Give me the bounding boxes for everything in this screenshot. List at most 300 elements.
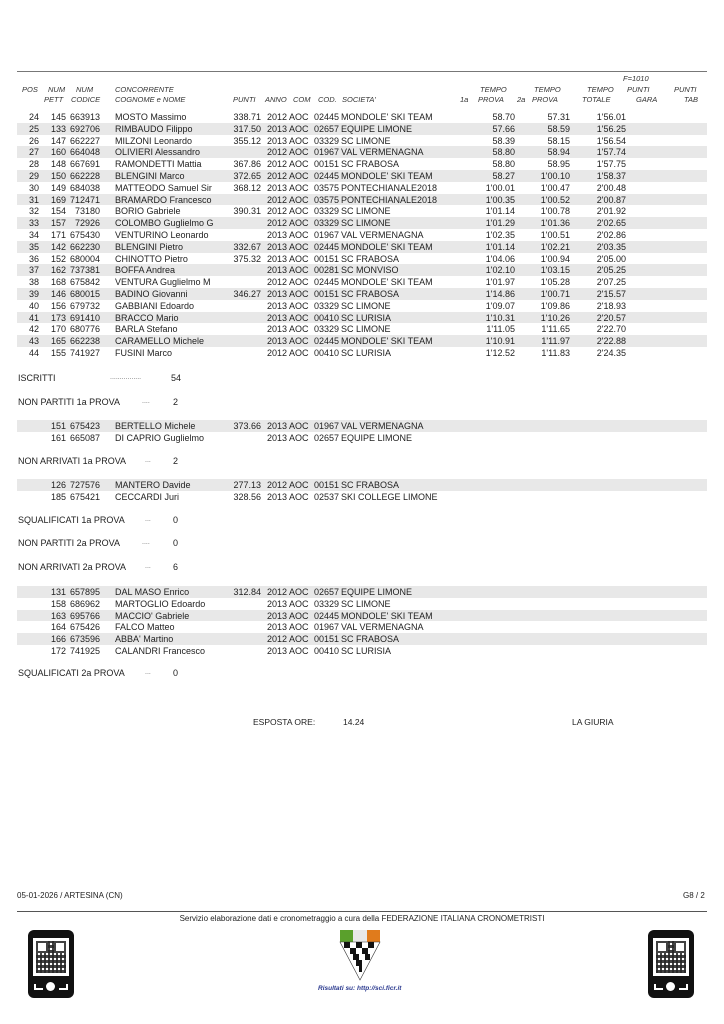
bib: 155 — [50, 348, 66, 358]
code: 662238 — [69, 336, 100, 347]
result-row — [17, 264, 707, 276]
committee: AOC — [289, 610, 309, 621]
hdr-pos: POS — [22, 85, 38, 94]
code: 680004 — [69, 253, 100, 264]
summary-row — [17, 491, 707, 503]
committee: AOC — [289, 171, 309, 181]
hdr-com: COM — [293, 95, 311, 104]
club-code: 01967 — [314, 421, 340, 431]
results-link[interactable]: Risultati su: http://sci.ficr.it — [318, 985, 402, 992]
year: 2012 — [267, 277, 288, 288]
points: 328.56 — [233, 491, 261, 502]
year: 2012 — [267, 159, 288, 170]
club-name: SC FRABOSA — [341, 159, 400, 170]
club-code: 00410 — [314, 646, 340, 656]
summary-dots: ................ — [110, 374, 142, 381]
summary-count: 0 — [173, 515, 179, 525]
total-time: 2'24.35 — [596, 348, 626, 358]
year: 2012 — [267, 348, 288, 358]
run2-time: 1'00.78 — [540, 206, 570, 217]
competitor-name: CECCARDI Juri — [115, 491, 180, 502]
year: 2013 — [267, 598, 288, 609]
result-row — [17, 300, 707, 312]
committee: AOC — [289, 587, 309, 597]
code: 675430 — [69, 230, 100, 240]
year: 2013 — [267, 421, 288, 431]
year: 2013 — [267, 265, 288, 276]
qr-phone-left-icon[interactable] — [28, 930, 74, 998]
pos: 38 — [28, 277, 39, 288]
competitor-name: MOSTO Massimo — [115, 112, 187, 122]
committee: AOC — [289, 206, 309, 217]
run2-time: 1'00.71 — [540, 289, 570, 299]
run1-time: 1'10.91 — [485, 336, 515, 347]
club-code: 00151 — [314, 480, 340, 490]
club-name: MONDOLE' SKI TEAM — [341, 277, 433, 288]
club-code: 03329 — [314, 135, 340, 146]
competitor-name: OLIVIERI Alessandro — [115, 147, 201, 158]
code: 662230 — [69, 241, 100, 252]
summary-count: 6 — [173, 562, 179, 572]
hdr-gara: GARA — [636, 95, 658, 104]
code: 72926 — [74, 218, 100, 229]
result-row — [17, 335, 707, 347]
club-code: 03329 — [314, 206, 340, 217]
year: 2013 — [267, 135, 288, 146]
hdr-run2-prefix: 2a — [517, 95, 526, 104]
club-name: SC LIMONE — [341, 598, 391, 609]
run2-time: 1'11.65 — [541, 324, 570, 335]
service-credit: Servizio elaborazione dati e cronometraggio a cura della FEDERAZIONE ITALIANA CRONOMETRISTI — [179, 914, 545, 923]
club-code: 02445 — [314, 610, 340, 621]
run2-time: 1'03.15 — [540, 265, 570, 276]
points: 312.84 — [233, 587, 261, 597]
summary-count: 54 — [171, 373, 182, 383]
club-code: 02657 — [314, 432, 340, 443]
year: 2013 — [267, 336, 288, 347]
committee: AOC — [289, 480, 309, 490]
run1-time: 58.80 — [492, 159, 515, 170]
result-row — [17, 323, 707, 335]
competitor-name: MANTERO Davide — [115, 480, 191, 490]
summary-count: 2 — [173, 397, 179, 407]
bib: 158 — [50, 598, 66, 609]
club-name: SC LURISIA — [341, 646, 392, 656]
run1-time: 58.70 — [492, 112, 515, 122]
code: 684038 — [69, 182, 100, 193]
committee: AOC — [289, 622, 309, 633]
club-name: VAL VERMENAGNA — [341, 230, 424, 240]
club-code: 00281 — [314, 265, 340, 276]
club-name: EQUIPE LIMONE — [341, 123, 413, 134]
club-code: 01967 — [314, 622, 340, 633]
year: 2013 — [267, 300, 288, 311]
esposta-time: 14.24 — [343, 717, 365, 727]
year: 2013 — [267, 241, 288, 252]
club-name: VAL VERMENAGNA — [341, 622, 424, 633]
committee: AOC — [289, 265, 309, 276]
hdr-totale: TOTALE — [582, 95, 611, 104]
club-name: MONDOLE' SKI TEAM — [341, 241, 433, 252]
code: 662227 — [69, 135, 100, 146]
competitor-name: BOFFA Andrea — [115, 265, 176, 276]
year: 2012 — [267, 171, 288, 181]
code: 673596 — [69, 634, 100, 645]
club-name: SC FRABOSA — [341, 289, 400, 299]
points: 338.71 — [233, 112, 261, 122]
year: 2013 — [267, 646, 288, 656]
code: 741927 — [69, 348, 100, 358]
committee: AOC — [289, 159, 309, 170]
year: 2013 — [267, 622, 288, 633]
giuria-label: LA GIURIA — [572, 717, 614, 727]
result-row — [17, 205, 707, 217]
page-number: G8 / 2 — [683, 891, 705, 900]
run1-time: 1'02.35 — [485, 230, 515, 240]
committee: AOC — [289, 324, 309, 335]
summary-row — [17, 432, 707, 444]
summary-label: ISCRITTI — [18, 373, 56, 383]
hdr-cognome-nome: COGNOME e NOME — [115, 95, 186, 104]
total-time: 2'01.92 — [596, 206, 626, 217]
competitor-name: MARTOGLIO Edoardo — [115, 598, 206, 609]
run1-time: 1'01.29 — [485, 218, 515, 229]
year: 2012 — [267, 587, 288, 597]
total-time: 1'56.54 — [596, 135, 626, 146]
summary-row — [17, 621, 707, 633]
pos: 24 — [28, 112, 39, 122]
result-row — [17, 182, 707, 194]
bib: 160 — [50, 147, 66, 158]
hdr-num-1: NUM — [48, 85, 66, 94]
points: 375.32 — [233, 253, 261, 264]
run2-time: 1'00.51 — [540, 230, 570, 240]
competitor-name: CARAMELLO Michele — [115, 336, 205, 347]
competitor-name: BERTELLO Michele — [115, 421, 196, 431]
result-row — [17, 217, 707, 229]
club-name: MONDOLE' SKI TEAM — [341, 610, 433, 621]
hdr-pett: PETT — [44, 95, 64, 104]
year: 2013 — [267, 230, 288, 240]
total-time: 1'56.25 — [596, 123, 626, 134]
pos: 29 — [28, 171, 39, 181]
footer-rule — [17, 911, 707, 912]
committee: AOC — [289, 348, 309, 358]
run1-time: 1'01.14 — [485, 241, 515, 252]
committee: AOC — [289, 241, 309, 252]
total-time: 2'02.65 — [596, 218, 626, 229]
code: 675421 — [69, 491, 100, 502]
hdr-tempo-tot: TEMPO — [587, 85, 614, 94]
run1-time: 58.27 — [492, 171, 515, 181]
code: 727576 — [69, 480, 100, 490]
bib: 169 — [50, 194, 66, 205]
club-name: SC LURISIA — [341, 348, 392, 358]
club-name: PONTECHIANALE2018 — [341, 182, 438, 193]
competitor-name: VENTURINO Leonardo — [115, 230, 209, 240]
code: 675423 — [69, 421, 100, 431]
club-code: 00151 — [314, 159, 340, 170]
pos: 37 — [28, 265, 39, 276]
hdr-codice: CODICE — [71, 95, 101, 104]
summary-sq1 — [18, 515, 179, 525]
result-row — [17, 123, 707, 135]
club-name: SKI COLLEGE LIMONE — [341, 491, 438, 502]
pos: 36 — [28, 253, 39, 264]
run1-time: 1'01.97 — [485, 277, 515, 288]
club-code: 02445 — [314, 171, 340, 181]
result-row — [17, 347, 707, 359]
club-code: 02445 — [314, 241, 340, 252]
code: 680015 — [69, 289, 100, 299]
club-name: EQUIPE LIMONE — [341, 587, 413, 597]
club-code: 00410 — [314, 312, 340, 323]
competitor-name: BLENGINI Pietro — [115, 241, 184, 252]
run2-time: 1'02.21 — [540, 241, 570, 252]
year: 2012 — [267, 112, 288, 122]
summary-row — [17, 586, 707, 598]
club-name: SC FRABOSA — [341, 253, 400, 264]
result-row — [17, 158, 707, 170]
year: 2012 — [267, 194, 288, 205]
summary-label: SQUALIFICATI 1a PROVA — [18, 515, 125, 525]
summary-dots: ... — [145, 563, 151, 570]
committee: AOC — [289, 491, 309, 502]
bib: 162 — [50, 265, 66, 276]
club-name: SC LIMONE — [341, 324, 391, 335]
competitor-name: CHINOTTO Pietro — [115, 253, 188, 264]
hdr-societa: SOCIETA' — [342, 95, 376, 104]
competitor-name: ABBA' Martino — [115, 634, 174, 645]
total-time: 2'00.87 — [596, 194, 626, 205]
competitor-name: BARLA Stefano — [115, 324, 178, 335]
total-time: 1'58.37 — [596, 171, 626, 181]
year: 2013 — [267, 432, 288, 443]
pos: 32 — [28, 206, 39, 217]
pos: 25 — [28, 123, 39, 134]
bib: 163 — [50, 610, 66, 621]
total-time: 1'57.74 — [596, 147, 626, 158]
date-place: 05-01-2026 / ARTESINA (CN) — [17, 891, 123, 900]
code: 73180 — [74, 206, 100, 217]
bib: 173 — [50, 312, 66, 323]
club-code: 03329 — [314, 598, 340, 609]
year: 2012 — [267, 634, 288, 645]
summary-label: NON PARTITI 1a PROVA — [18, 397, 121, 407]
pos: 41 — [28, 312, 39, 323]
bib: 166 — [50, 634, 66, 645]
club-name: SC LIMONE — [341, 218, 391, 229]
total-time: 2'18.93 — [596, 300, 626, 311]
bib: 172 — [50, 646, 66, 656]
run1-time: 1'14.86 — [485, 289, 515, 299]
committee: AOC — [289, 253, 309, 264]
qr-code-icon — [656, 941, 686, 973]
committee: AOC — [289, 432, 309, 443]
competitor-name: BRACCO Mario — [115, 312, 179, 323]
club-name: VAL VERMENAGNA — [341, 147, 424, 158]
club-code: 03329 — [314, 218, 340, 229]
hdr-prova-2: PROVA — [532, 95, 558, 104]
result-row — [17, 194, 707, 206]
pos: 28 — [28, 159, 39, 170]
code: 679732 — [69, 300, 100, 311]
bib: 150 — [50, 171, 66, 181]
run2-time: 1'00.47 — [540, 182, 570, 193]
summary-row — [17, 610, 707, 622]
code: 712471 — [69, 194, 100, 205]
result-row — [17, 253, 707, 265]
run1-time: 1'11.05 — [486, 324, 515, 335]
run2-time: 1'00.10 — [540, 171, 570, 181]
hdr-num-2: NUM — [76, 85, 94, 94]
run1-time: 1'09.07 — [485, 300, 515, 311]
year: 2012 — [267, 147, 288, 158]
result-row — [17, 288, 707, 300]
bib: 126 — [50, 480, 66, 490]
hdr-punti-gara-1: PUNTI — [627, 85, 650, 94]
bib: 170 — [50, 324, 66, 335]
hdr-prova-1: PROVA — [478, 95, 504, 104]
pos: 42 — [28, 324, 39, 335]
bib: 154 — [50, 206, 66, 217]
result-row — [17, 312, 707, 324]
bib: 156 — [50, 300, 66, 311]
club-code: 01967 — [314, 230, 340, 240]
year: 2012 — [267, 218, 288, 229]
club-code: 00410 — [314, 348, 340, 358]
club-code: 03575 — [314, 182, 340, 193]
result-row — [17, 111, 707, 123]
bib: 146 — [50, 289, 66, 299]
run2-time: 58.15 — [547, 135, 570, 146]
bib: 147 — [50, 135, 66, 146]
points: 390.31 — [233, 206, 261, 217]
qr-code-icon — [36, 941, 66, 973]
summary-label: NON ARRIVATI 1a PROVA — [18, 456, 127, 466]
year: 2013 — [267, 491, 288, 502]
year: 2013 — [267, 324, 288, 335]
pos: 43 — [28, 336, 39, 347]
run2-time: 58.94 — [547, 147, 570, 158]
points: 346.27 — [233, 289, 261, 299]
bib: 164 — [50, 622, 66, 633]
points: 317.50 — [233, 123, 261, 134]
competitor-name: DI CAPRIO Guglielmo — [115, 432, 205, 443]
points: 355.12 — [233, 135, 261, 146]
total-time: 2'20.57 — [596, 312, 626, 323]
total-time: 2'00.48 — [596, 182, 626, 193]
year: 2013 — [267, 123, 288, 134]
pos: 44 — [28, 348, 39, 358]
total-time: 1'57.75 — [596, 159, 626, 170]
club-name: MONDOLE' SKI TEAM — [341, 112, 433, 122]
summary-label: NON PARTITI 2a PROVA — [18, 538, 121, 548]
committee: AOC — [289, 312, 309, 323]
pos: 26 — [28, 135, 39, 146]
club-code: 02537 — [314, 491, 340, 502]
club-code: 03329 — [314, 300, 340, 311]
hdr-tempo-1: TEMPO — [480, 85, 507, 94]
run2-time: 1'11.83 — [541, 348, 570, 358]
total-time: 2'22.70 — [596, 324, 626, 335]
total-time: 2'05.25 — [596, 265, 626, 276]
hdr-run1-prefix: 1a — [460, 95, 469, 104]
committee: AOC — [289, 336, 309, 347]
summary-dots: ... — [145, 457, 151, 464]
code: 737381 — [69, 265, 100, 276]
committee: AOC — [289, 112, 309, 122]
bib: 151 — [50, 421, 66, 431]
summary-count: 0 — [173, 668, 179, 678]
club-code: 01967 — [314, 147, 340, 158]
competitor-name: RAMONDETTI Mattia — [115, 159, 202, 170]
run1-time: 57.66 — [492, 123, 515, 134]
committee: AOC — [289, 182, 309, 193]
summary-row — [17, 479, 707, 491]
year: 2013 — [267, 312, 288, 323]
hdr-anno: ANNO — [265, 95, 287, 104]
total-time: 2'02.86 — [596, 230, 626, 240]
code: 662228 — [69, 171, 100, 181]
code: 663913 — [69, 112, 100, 122]
pos: 31 — [28, 194, 39, 205]
committee: AOC — [289, 135, 309, 146]
code: 675842 — [69, 277, 100, 288]
club-name: SC FRABOSA — [341, 634, 400, 645]
committee: AOC — [289, 194, 309, 205]
club-name: VAL VERMENAGNA — [341, 421, 424, 431]
club-name: MONDOLE' SKI TEAM — [341, 336, 433, 347]
committee: AOC — [289, 277, 309, 288]
summary-dots: .... — [142, 539, 150, 546]
committee: AOC — [289, 646, 309, 656]
qr-phone-right-icon[interactable] — [648, 930, 694, 998]
hdr-tab: TAB — [684, 95, 699, 104]
points: 373.66 — [233, 421, 261, 431]
code: 665087 — [69, 432, 100, 443]
club-name: SC LIMONE — [341, 300, 391, 311]
competitor-name: FUSINI Marco — [115, 348, 173, 358]
competitor-name: FALCO Matteo — [115, 622, 175, 633]
bib: 145 — [50, 112, 66, 122]
club-code: 00151 — [314, 289, 340, 299]
summary-np2 — [18, 538, 179, 548]
hdr-concorrente: CONCORRENTE — [115, 85, 174, 94]
pos: 30 — [28, 182, 39, 193]
result-row — [17, 146, 707, 158]
code: 695766 — [69, 610, 100, 621]
run1-time: 1'01.14 — [485, 206, 515, 217]
code: 691410 — [69, 312, 100, 323]
run2-time: 1'05.28 — [540, 277, 570, 288]
club-name: PONTECHIANALE2018 — [341, 194, 438, 205]
run2-time: 1'11.97 — [541, 336, 570, 347]
summary-count: 2 — [173, 456, 179, 466]
points: 372.65 — [233, 171, 261, 181]
competitor-name: RIMBAUDO Filippo — [115, 123, 193, 134]
club-name: SC LIMONE — [341, 135, 391, 146]
club-code: 02445 — [314, 277, 340, 288]
summary-count: 0 — [173, 538, 179, 548]
bib: 185 — [50, 491, 66, 502]
result-row — [17, 170, 707, 182]
pos: 35 — [28, 241, 39, 252]
bib: 149 — [50, 182, 66, 193]
summary-row — [17, 598, 707, 610]
committee: AOC — [289, 147, 309, 158]
run2-time: 57.31 — [547, 112, 570, 122]
